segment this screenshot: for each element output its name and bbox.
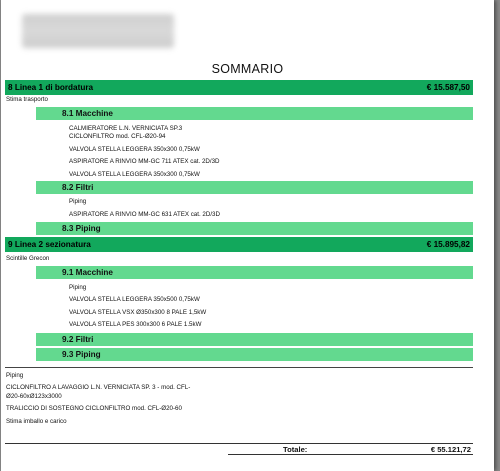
divider [5,367,473,368]
total-row [5,443,473,455]
total-label: Totale: [283,445,308,454]
page-title: SOMMARIO [211,62,284,76]
section-intro: Scintille Grecon [6,255,50,262]
company-logo [22,14,174,48]
list-item: CICLONFILTRO A LAVAGGIO L.N. VERNICIATA SP. 3 - mod. CFL- [6,384,191,391]
divider [5,443,473,444]
list-item: Piping [69,283,87,291]
total-amount: € 55.121,72 [430,445,471,454]
list-item: CALMIERATORE L.N. VERNICIATA SP.3 [69,124,183,132]
list-item: VALVOLA STELLA PES 300x300 6 PALE 1.5kW [69,321,202,328]
list-item: ASPIRATORE A RINVIO MM-GC 711 ATEX cat. 2D/3D [69,158,220,165]
list-item: Stima imballo e carico [6,417,67,425]
section-label: 9 Linea 2 sezionatura [8,240,91,249]
section-header [5,237,473,252]
list-item: TRALICCIO DI SOSTEGNO CICLONFILTRO mod. CFL-Ø20-60 [6,405,182,412]
total-box [228,445,473,455]
summary-content [5,80,473,426]
subsection-header: 9.3 Piping [36,348,473,361]
subsection-header: 8.3 Piping [36,222,473,235]
document-page [1,0,494,471]
list-item: VALVOLA STELLA LEGGERA 350x500 0,75kW [69,296,200,303]
list-item: Piping [69,198,87,205]
section-label: 8 Linea 1 di bordatura [8,83,94,92]
list-item: VALVOLA STELLA LEGGERA 350x300 0,75kW [69,170,200,178]
section-amount: € 15.587,50 [426,83,470,92]
subsection-header: 8.2 Filtri [36,181,473,194]
subsection-header: 8.1 Macchine [36,107,473,120]
section-amount: € 15.895,82 [426,240,470,249]
list-item: VALVOLA STELLA LEGGERA 350x300 0,75kW [69,145,200,153]
subsection-header: 9.2 Filtri [36,333,473,346]
subsection-header: 9.1 Macchine [36,266,473,279]
list-item: Piping [6,371,24,379]
list-item: Ø20-60xØ123x3000 [6,392,62,400]
list-item: VALVOLA STELLA VSX Ø350x300 8 PALE 1,5kW [69,308,207,316]
list-item: ASPIRATORE A RINVIO MM-GC 631 ATEX cat. 2D/3D [69,210,220,218]
section-intro: Stima trasporto [6,96,48,103]
list-item: CICLONFILTRO mod. CFL-Ø20-94 [69,133,166,140]
section-header [5,80,473,95]
